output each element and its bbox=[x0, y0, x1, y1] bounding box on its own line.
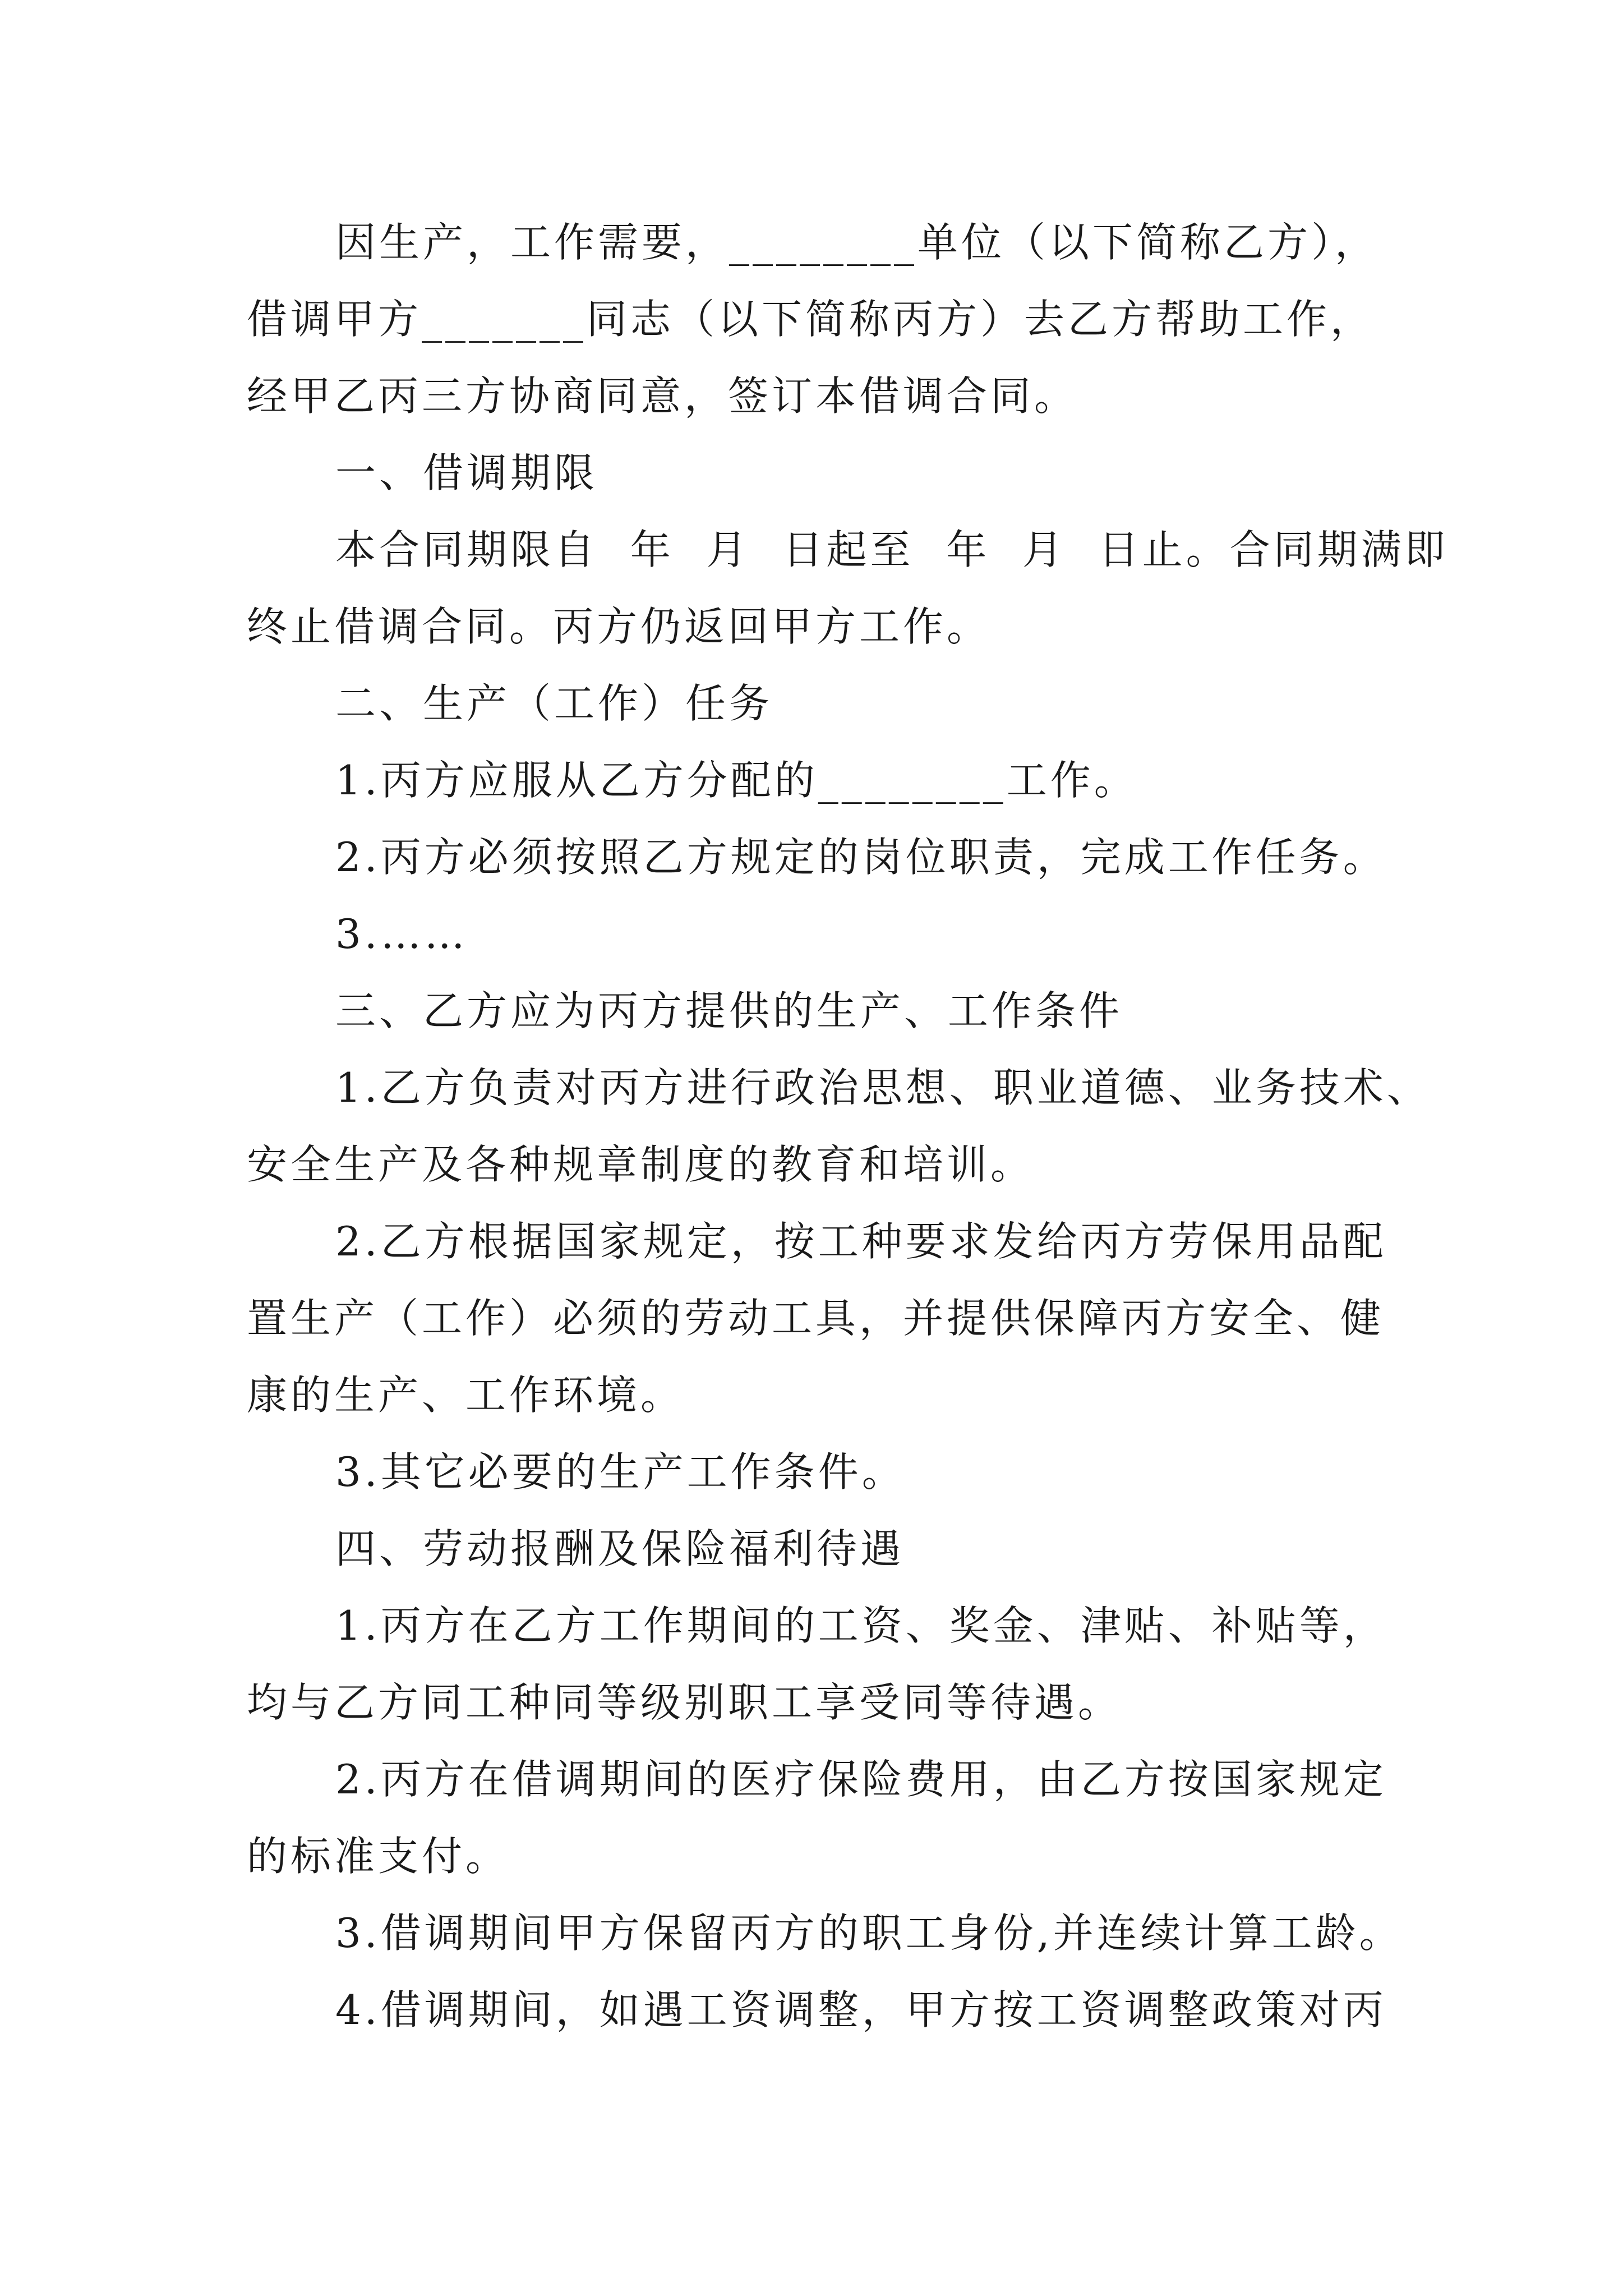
paragraph-line: 终止借调合同。丙方仍返回甲方工作。 bbox=[247, 603, 991, 650]
paragraph-line: 本合同期限自 年 月 日起至 年 月 日止。合同期满即 bbox=[335, 526, 1449, 573]
paragraph-line: 的标准支付。 bbox=[247, 1833, 510, 1880]
list-item: 2.乙方根据国家规定，按工种要求发给丙方劳保用品配 bbox=[335, 1218, 1387, 1265]
section-heading: 四、劳动报酬及保险福利待遇 bbox=[335, 1525, 905, 1572]
list-item: 3.其它必要的生产工作条件。 bbox=[335, 1448, 906, 1496]
list-item: 1.丙方在乙方工作期间的工资、奖金、津贴、补贴等， bbox=[335, 1602, 1387, 1649]
paragraph-line: 借调甲方_______同志（以下简称丙方）去乙方帮助工作， bbox=[247, 296, 1375, 343]
list-item: 1.乙方负责对丙方进行政治思想、职业道德、业务技术、 bbox=[335, 1064, 1431, 1111]
paragraph-line: 康的生产、工作环境。 bbox=[247, 1372, 685, 1419]
list-item: 3.借调期间甲方保留丙方的职工身份,并连续计算工龄。 bbox=[335, 1910, 1403, 1957]
list-item: 4.借调期间，如遇工资调整，甲方按工资调整政策对丙 bbox=[335, 1986, 1387, 2033]
paragraph-line: 安全生产及各种规章制度的教育和培训。 bbox=[247, 1141, 1035, 1188]
section-heading: 二、生产（工作）任务 bbox=[335, 680, 773, 727]
list-item: 3.…… bbox=[335, 910, 468, 958]
paragraph-line: 因生产，工作需要，________单位（以下简称乙方）， bbox=[335, 219, 1379, 266]
list-item: 2.丙方必须按照乙方规定的岗位职责，完成工作任务。 bbox=[335, 834, 1387, 881]
list-item: 1.丙方应服从乙方分配的________工作。 bbox=[335, 757, 1138, 804]
paragraph-line: 经甲乙丙三方协商同意，签订本借调合同。 bbox=[247, 372, 1078, 420]
section-heading: 一、借调期限 bbox=[335, 449, 598, 496]
paragraph-line: 置生产（工作）必须的劳动工具，并提供保障丙方安全、健 bbox=[247, 1295, 1385, 1342]
section-heading: 三、乙方应为丙方提供的生产、工作条件 bbox=[335, 987, 1123, 1034]
paragraph-line: 均与乙方同工种同等级别职工享受同等待遇。 bbox=[247, 1679, 1122, 1726]
list-item: 2.丙方在借调期间的医疗保险费用，由乙方按国家规定 bbox=[335, 1756, 1387, 1803]
